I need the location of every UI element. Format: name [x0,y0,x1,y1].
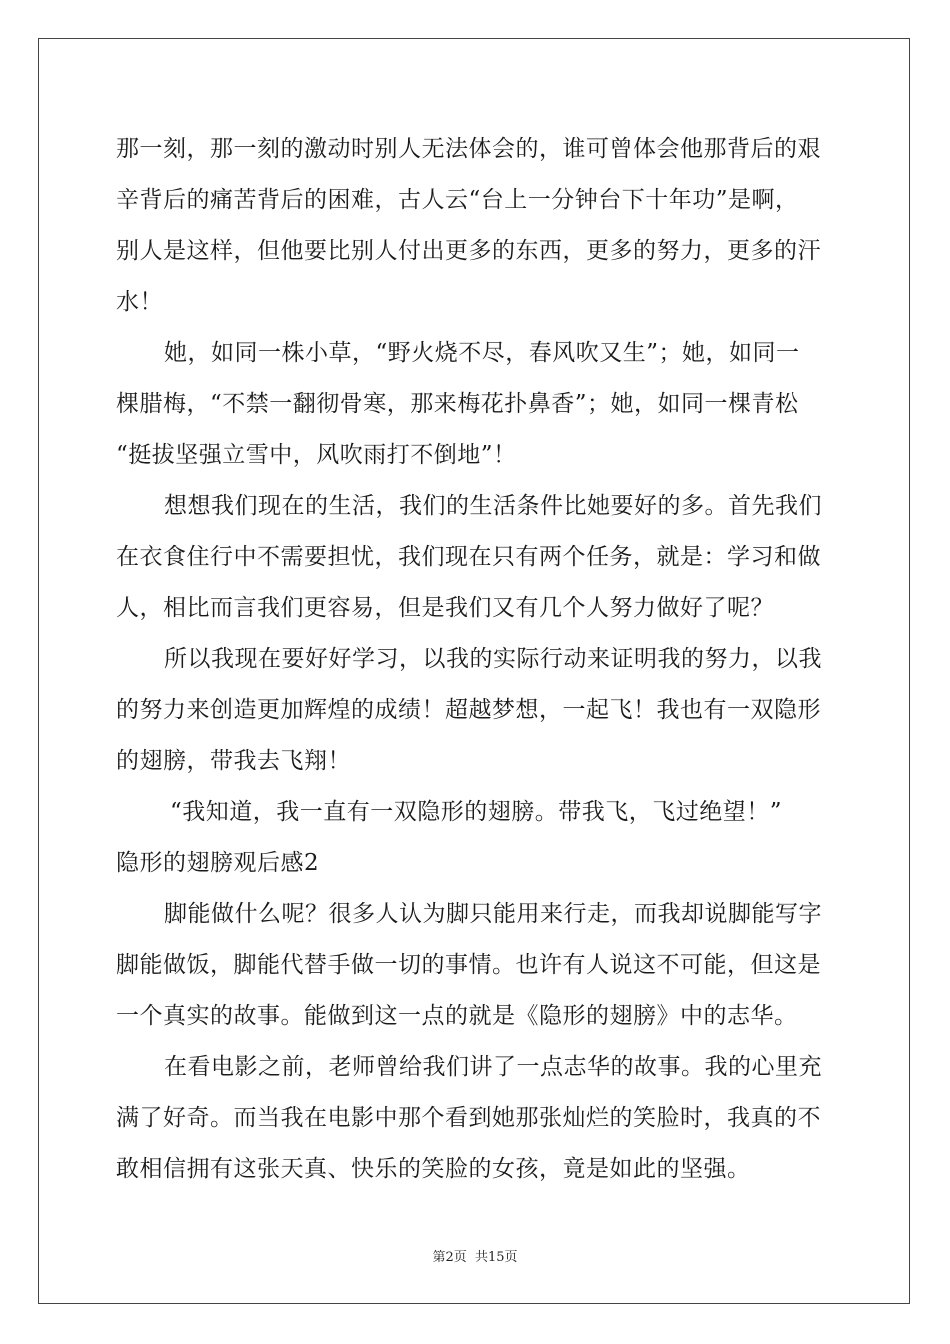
text-line: 想想我们现在的生活，我们的生活条件比她要好的多。首先我们 [164,493,822,519]
text-line: 满了好奇。而当我在电影中那个看到她那张灿烂的笑脸时，我真的不 [116,1105,821,1131]
text-line: 在看电影之前，老师曾给我们讲了一点志华的故事。我的心里充 [164,1054,822,1080]
text-line: 脚能做饭，脚能代替手做一切的事情。也许有人说这不可能，但这是 [116,952,821,978]
text-line: 在衣食住行中不需要担忧，我们现在只有两个任务，就是：学习和做 [116,544,821,570]
page-footer [0,1246,950,1265]
page-number: 第2页 [432,1250,467,1265]
section-heading: 隐形的翅膀观后感2 [116,850,320,876]
text-line: 辛背后的痛苦背后的困难，古人云“台上一分钟台下十年功”是啊， [116,187,799,213]
text-line: 人，相比而言我们更容易，但是我们又有几个人努力做好了呢？ [116,595,774,621]
text-line: 别人是这样，但他要比别人付出更多的东西，更多的努力，更多的汗 [116,238,821,264]
page-total: 共15页 [474,1250,518,1265]
text-line: 敢相信拥有这张天真、快乐的笑脸的女孩，竟是如此的坚强。 [116,1156,751,1182]
text-line: “挺拔坚强立雪中，风吹雨打不倒地”！ [116,442,517,468]
text-line: 的努力来创造更加辉煌的成绩！超越梦想，一起飞！我也有一双隐形 [116,697,821,723]
quote-line: “我知道，我一直有一双隐形的翅膀。带我飞，飞过绝望！” [170,799,783,825]
text-line: 所以我现在要好好学习，以我的实际行动来证明我的努力，以我 [164,646,822,672]
text-line: 一个真实的故事。能做到这一点的就是《隐形的翅膀》中的志华。 [116,1003,798,1029]
text-line: 那一刻，那一刻的激动时别人无法体会的，谁可曾体会他那背后的艰 [116,136,821,162]
text-line: 她，如同一株小草，“野火烧不尽，春风吹又生”；她，如同一 [164,340,800,366]
text-line: 水！ [116,289,163,315]
text-line: 棵腊梅，“不禁一翻彻骨寒，那来梅花扑鼻香”；她，如同一棵青松 [116,391,799,417]
text-line: 脚能做什么呢？很多人认为脚只能用来行走，而我却说脚能写字 [164,901,822,927]
text-line: 的翅膀，带我去飞翔！ [116,748,351,774]
document-body [116,124,836,1195]
